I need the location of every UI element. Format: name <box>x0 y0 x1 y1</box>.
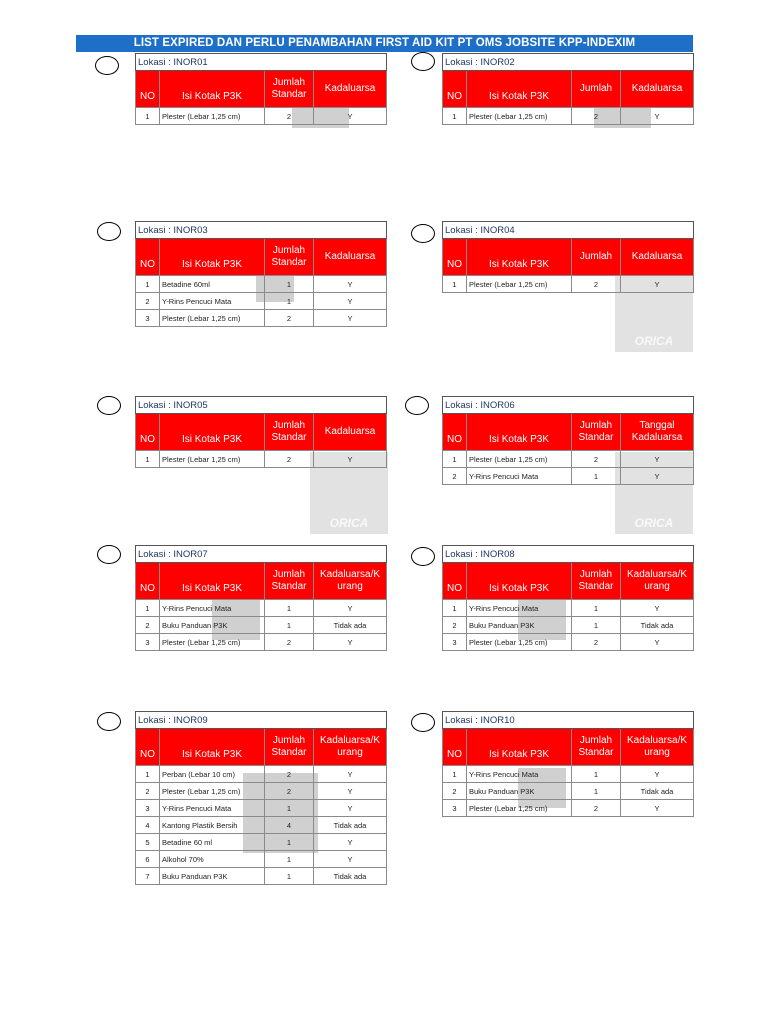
table-row <box>443 600 694 617</box>
row-no: 1 <box>136 108 160 125</box>
row-no: 1 <box>136 451 160 468</box>
row-qty: 1 <box>265 834 314 851</box>
row-qty: 1 <box>265 617 314 634</box>
row-item: Perban (Lebar 10 cm) <box>160 766 265 783</box>
row-qty: 2 <box>572 276 621 293</box>
row-item: Betadine 60 ml <box>160 834 265 851</box>
row-no: 1 <box>136 276 160 293</box>
check-circle[interactable] <box>97 712 121 731</box>
header-isi: Isi Kotak P3K <box>467 729 572 766</box>
header-kadaluarsa: Kadaluarsa <box>314 71 387 108</box>
row-no: 2 <box>136 617 160 634</box>
first-aid-table <box>442 53 694 125</box>
row-status: Y <box>314 600 387 617</box>
row-status: Y <box>621 766 694 783</box>
row-no: 1 <box>443 600 467 617</box>
table-row <box>443 783 694 800</box>
first-aid-table <box>135 221 387 327</box>
header-kadaluarsa: Kadaluarsa <box>314 414 387 451</box>
row-status: Y <box>621 800 694 817</box>
row-qty: 2 <box>265 766 314 783</box>
row-status: Tidak ada <box>314 868 387 885</box>
table-row <box>136 817 387 834</box>
row-no: 4 <box>136 817 160 834</box>
row-item: Plester (Lebar 1,25 cm) <box>467 108 572 125</box>
location-label: Lokasi : INOR06 <box>443 397 694 414</box>
row-qty: 2 <box>265 310 314 327</box>
header-isi: Isi Kotak P3K <box>160 729 265 766</box>
row-status: Y <box>314 451 387 468</box>
header-isi: Isi Kotak P3K <box>160 71 265 108</box>
header-isi: Isi Kotak P3K <box>467 71 572 108</box>
row-item: Y-Rins Pencuci Mata <box>160 600 265 617</box>
row-status: Y <box>314 783 387 800</box>
location-label: Lokasi : INOR02 <box>443 54 694 71</box>
check-circle[interactable] <box>95 56 119 75</box>
row-item: Plester (Lebar 1,25 cm) <box>160 451 265 468</box>
row-no: 2 <box>136 783 160 800</box>
row-qty: 1 <box>572 600 621 617</box>
row-status: Y <box>621 108 694 125</box>
row-qty: 1 <box>572 468 621 485</box>
row-status: Tidak ada <box>314 817 387 834</box>
location-label: Lokasi : INOR04 <box>443 222 694 239</box>
row-item: Plester (Lebar 1,25 cm) <box>467 634 572 651</box>
row-item: Buku Panduan P3K <box>467 783 572 800</box>
table-row <box>136 634 387 651</box>
table-row <box>443 276 694 293</box>
row-no: 2 <box>443 617 467 634</box>
table-row <box>443 617 694 634</box>
header-kadaluarsa: Kadaluarsa/K urang <box>314 729 387 766</box>
table-row <box>136 834 387 851</box>
header-jumlah: Jumlah Standar <box>265 239 314 276</box>
row-item: Y-Rins Pencuci Mata <box>160 800 265 817</box>
row-status: Y <box>621 600 694 617</box>
header-jumlah: Jumlah Standar <box>265 414 314 451</box>
header-kadaluarsa: Kadaluarsa <box>621 239 694 276</box>
row-no: 7 <box>136 868 160 885</box>
header-no: NO <box>443 729 467 766</box>
row-status: Y <box>314 851 387 868</box>
header-kadaluarsa: Kadaluarsa/K urang <box>621 563 694 600</box>
row-item: Plester (Lebar 1,25 cm) <box>467 451 572 468</box>
header-jumlah: Jumlah <box>572 71 621 108</box>
row-qty: 1 <box>572 617 621 634</box>
row-no: 3 <box>443 800 467 817</box>
location-label: Lokasi : INOR09 <box>136 712 387 729</box>
check-circle[interactable] <box>405 396 429 415</box>
row-item: Plester (Lebar 1,25 cm) <box>160 108 265 125</box>
row-qty: 4 <box>265 817 314 834</box>
row-item: Y-Rins Pencuci Mata <box>467 766 572 783</box>
row-qty: 1 <box>265 851 314 868</box>
row-qty: 1 <box>265 800 314 817</box>
check-circle[interactable] <box>97 545 121 564</box>
table-row <box>443 108 694 125</box>
row-status: Y <box>314 800 387 817</box>
table-row <box>136 310 387 327</box>
table-row <box>443 800 694 817</box>
table-row <box>136 851 387 868</box>
row-status: Tidak ada <box>314 617 387 634</box>
row-qty: 2 <box>265 108 314 125</box>
header-kadaluarsa: Kadaluarsa/K urang <box>314 563 387 600</box>
row-status: Y <box>314 108 387 125</box>
row-status: Y <box>621 451 694 468</box>
header-jumlah: Jumlah Standar <box>265 71 314 108</box>
row-item: Plester (Lebar 1,25 cm) <box>160 310 265 327</box>
header-jumlah: Jumlah Standar <box>265 729 314 766</box>
row-no: 3 <box>136 310 160 327</box>
row-no: 1 <box>443 451 467 468</box>
first-aid-table <box>442 221 694 293</box>
first-aid-table <box>442 711 694 817</box>
row-no: 3 <box>443 634 467 651</box>
row-status: Y <box>621 276 694 293</box>
header-no: NO <box>136 729 160 766</box>
first-aid-table <box>442 396 694 485</box>
header-isi: Isi Kotak P3K <box>467 239 572 276</box>
header-jumlah: Jumlah Standar <box>265 563 314 600</box>
location-label: Lokasi : INOR08 <box>443 546 694 563</box>
first-aid-table <box>135 711 387 885</box>
header-no: NO <box>136 414 160 451</box>
location-label: Lokasi : INOR05 <box>136 397 387 414</box>
table-row <box>136 617 387 634</box>
row-status: Tidak ada <box>621 617 694 634</box>
row-status: Y <box>314 766 387 783</box>
header-isi: Isi Kotak P3K <box>160 239 265 276</box>
row-item: Plester (Lebar 1,25 cm) <box>160 783 265 800</box>
header-no: NO <box>443 71 467 108</box>
location-label: Lokasi : INOR07 <box>136 546 387 563</box>
check-circle[interactable] <box>411 52 435 71</box>
first-aid-table <box>135 53 387 125</box>
row-no: 2 <box>136 293 160 310</box>
row-qty: 2 <box>265 634 314 651</box>
row-no: 1 <box>443 276 467 293</box>
table-row <box>136 293 387 310</box>
location-label: Lokasi : INOR01 <box>136 54 387 71</box>
row-no: 1 <box>136 766 160 783</box>
table-row <box>136 800 387 817</box>
header-kadaluarsa: Kadaluarsa <box>314 239 387 276</box>
row-status: Y <box>621 468 694 485</box>
header-isi: Isi Kotak P3K <box>467 563 572 600</box>
row-no: 2 <box>443 783 467 800</box>
row-qty: 1 <box>265 293 314 310</box>
header-no: NO <box>136 71 160 108</box>
row-item: Plester (Lebar 1,25 cm) <box>467 800 572 817</box>
row-item: Alkohol 70% <box>160 851 265 868</box>
header-no: NO <box>136 239 160 276</box>
row-no: 1 <box>443 766 467 783</box>
row-item: Buku Panduan P3K <box>467 617 572 634</box>
page-title: LIST EXPIRED DAN PERLU PENAMBAHAN FIRST AID KIT PT OMS JOBSITE KPP-INDEXIM <box>76 35 693 52</box>
row-item: Y-Rins Pencuci Mata <box>467 600 572 617</box>
row-item: Plester (Lebar 1,25 cm) <box>467 276 572 293</box>
row-no: 1 <box>443 108 467 125</box>
row-item: Y-Rins Pencuci Mata <box>467 468 572 485</box>
row-item: Buku Panduan P3K <box>160 617 265 634</box>
row-item: Plester (Lebar 1,25 cm) <box>160 634 265 651</box>
table-row <box>136 783 387 800</box>
row-qty: 1 <box>572 783 621 800</box>
row-qty: 1 <box>265 600 314 617</box>
table-row <box>136 766 387 783</box>
row-qty: 2 <box>265 783 314 800</box>
first-aid-table <box>135 396 387 468</box>
row-qty: 1 <box>265 276 314 293</box>
header-isi: Isi Kotak P3K <box>160 563 265 600</box>
row-qty: 1 <box>572 766 621 783</box>
header-isi: Isi Kotak P3K <box>467 414 572 451</box>
row-status: Y <box>621 634 694 651</box>
header-no: NO <box>443 239 467 276</box>
row-no: 1 <box>136 600 160 617</box>
location-label: Lokasi : INOR03 <box>136 222 387 239</box>
row-status: Y <box>314 276 387 293</box>
row-qty: 1 <box>265 868 314 885</box>
table-row <box>136 600 387 617</box>
row-item: Buku Panduan P3K <box>160 868 265 885</box>
row-no: 3 <box>136 800 160 817</box>
table-row <box>443 451 694 468</box>
check-circle[interactable] <box>411 713 435 732</box>
first-aid-table <box>135 545 387 651</box>
row-no: 6 <box>136 851 160 868</box>
row-qty: 2 <box>265 451 314 468</box>
row-status: Y <box>314 834 387 851</box>
table-row <box>443 634 694 651</box>
row-qty: 2 <box>572 634 621 651</box>
header-no: NO <box>443 563 467 600</box>
row-status: Y <box>314 310 387 327</box>
table-row <box>136 451 387 468</box>
row-no: 5 <box>136 834 160 851</box>
header-isi: Isi Kotak P3K <box>160 414 265 451</box>
table-row <box>136 868 387 885</box>
header-jumlah: Jumlah Standar <box>572 414 621 451</box>
header-kadaluarsa: Kadaluarsa <box>621 71 694 108</box>
row-item: Y-Rins Pencuci Mata <box>160 293 265 310</box>
check-circle[interactable] <box>411 224 435 243</box>
header-no: NO <box>443 414 467 451</box>
check-circle[interactable] <box>97 222 121 241</box>
check-circle[interactable] <box>411 547 435 566</box>
table-row <box>136 276 387 293</box>
table-row <box>136 108 387 125</box>
table-row <box>443 766 694 783</box>
location-label: Lokasi : INOR10 <box>443 712 694 729</box>
row-qty: 2 <box>572 800 621 817</box>
check-circle[interactable] <box>97 396 121 415</box>
row-status: Tidak ada <box>621 783 694 800</box>
first-aid-table <box>442 545 694 651</box>
watermark-logo: ORICA <box>615 270 693 352</box>
header-no: NO <box>136 563 160 600</box>
row-no: 3 <box>136 634 160 651</box>
header-jumlah: Jumlah <box>572 239 621 276</box>
table-row <box>443 468 694 485</box>
row-status: Y <box>314 634 387 651</box>
row-status: Y <box>314 293 387 310</box>
header-kadaluarsa: Kadaluarsa/K urang <box>621 729 694 766</box>
row-qty: 2 <box>572 451 621 468</box>
watermark-logo: ORICA <box>310 452 388 534</box>
header-jumlah: Jumlah Standar <box>572 563 621 600</box>
row-item: Betadine 60ml <box>160 276 265 293</box>
header-kadaluarsa: Tanggal Kadaluarsa <box>621 414 694 451</box>
header-jumlah: Jumlah Standar <box>572 729 621 766</box>
row-qty: 2 <box>572 108 621 125</box>
row-item: Kantong Plastik Bersih <box>160 817 265 834</box>
watermark-logo: ORICA <box>615 452 693 534</box>
row-no: 2 <box>443 468 467 485</box>
